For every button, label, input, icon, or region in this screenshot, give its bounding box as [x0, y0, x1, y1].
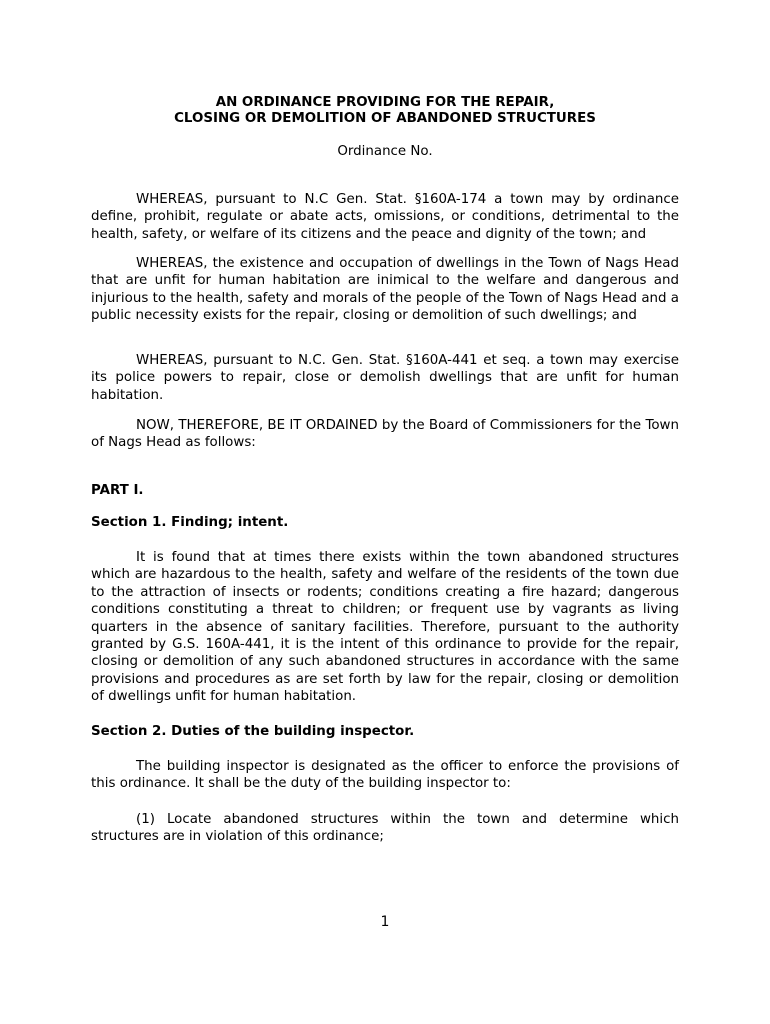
whereas-paragraph-3: WHEREAS, pursuant to N.C. Gen. Stat. §160A-441 et seq. a town may exercise its police powers to repair, close or demolish dwellings that are unfit for human habitation.: [91, 353, 679, 403]
ordinance-title-line-2: CLOSING OR DEMOLITION OF ABANDONED STRUCTURES: [174, 111, 596, 126]
whereas-paragraph-1: WHEREAS, pursuant to N.C Gen. Stat. §160A-174 a town may by ordinance define, prohibit, regulate or abate acts, omissions, or conditions, detrimental to the health, safety, or welfare of its citizens and the peace and dignity of the town; and: [91, 192, 679, 242]
part-heading: PART I.: [91, 483, 144, 498]
section-1-heading: Section 1. Finding; intent.: [91, 515, 289, 530]
section-2-heading: Section 2. Duties of the building inspector.: [91, 724, 415, 739]
section-2-item-1: (1) Locate abandoned structures within the town and determine which structures are in violation of this ordinance;: [91, 812, 679, 845]
ordinance-number: Ordinance No.: [337, 144, 433, 159]
ordinance-title-line-1: AN ORDINANCE PROVIDING FOR THE REPAIR,: [215, 95, 555, 110]
section-1-body: It is found that at times there exists within the town abandoned structures which are hazardous to the health, safety and welfare of the residents of the town due to the attraction of insects or rodents; conditions creating a fire hazard; dangerous conditions constituting a threat to children; or frequent use by vagrants as living quarters in the absence of sanitary facilities. Therefore, pursuant to the authority granted by G.S. 160A-441, it is the intent of this ordinance to provide for the repair, closing or demolition of any such abandoned structures in accordance with the same provisions and procedures as are set forth by law for the repair, closing or demolition of dwellings unfit for human habitation.: [91, 550, 679, 705]
page-number: 1: [380, 914, 390, 930]
whereas-paragraph-2: WHEREAS, the existence and occupation of dwellings in the Town of Nags Head that are unfit for human habitation are inimical to the welfare and dangerous and injurious to the health, safety and morals of the people of the Town of Nags Head and a public necessity exists for the repair, closing or demolition of such dwellings; and: [91, 256, 679, 324]
section-2-body: The building inspector is designated as the officer to enforce the provisions of this ordinance. It shall be the duty of the building inspector to:: [91, 759, 679, 792]
now-therefore-paragraph: NOW, THEREFORE, BE IT ORDAINED by the Board of Commissioners for the Town of Nags Head as follows:: [91, 418, 679, 451]
